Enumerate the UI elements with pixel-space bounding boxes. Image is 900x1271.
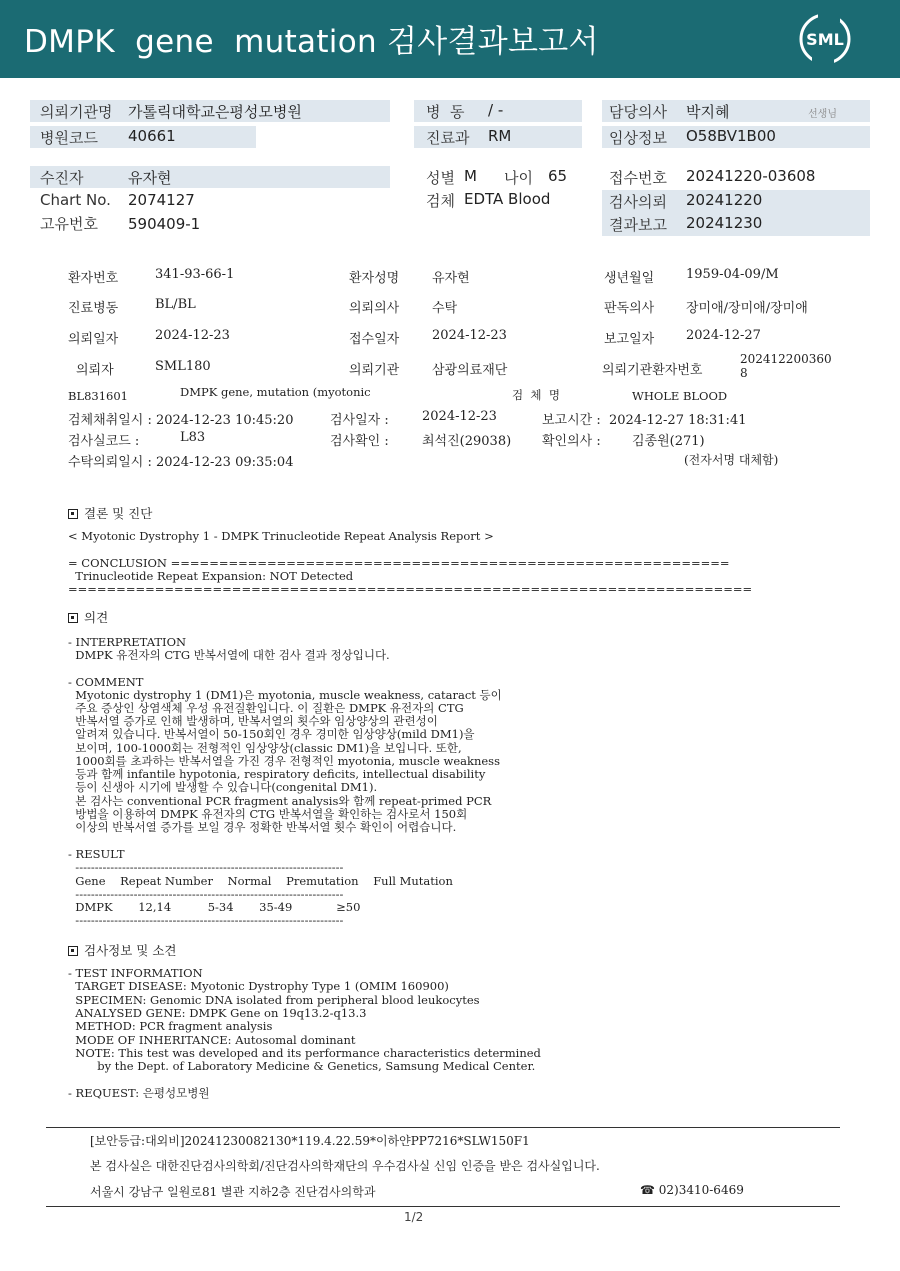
- ward-label: 병 동: [426, 103, 465, 121]
- specimen-value: EDTA Blood: [464, 190, 551, 208]
- info-label: 의뢰일자: [68, 332, 119, 347]
- info-label: 판독의사: [604, 301, 655, 316]
- info-label: 의뢰기관환자번호: [602, 363, 703, 378]
- info-value: 수탁: [432, 301, 458, 316]
- request-date-value: 20241220: [686, 191, 763, 209]
- testinfo-line: METHOD: PCR fragment analysis: [68, 1019, 273, 1033]
- confirm-doctor-value: 김종원(271): [632, 434, 705, 449]
- test-date-value: 2024-12-23: [422, 409, 497, 424]
- info-value: 341-93-66-1: [155, 267, 235, 282]
- testinfo-line: by the Dept. of Laboratory Medicine & Genetics, Samsung Medical Center.: [68, 1059, 536, 1073]
- patient-value: 유자현: [128, 169, 172, 187]
- report-title: DMPK gene mutation 검사결과보고서: [24, 24, 599, 60]
- interpretation-line: DMPK 유전자의 CTG 반복서열에 대한 검사 결과 정상입니다.: [68, 648, 390, 662]
- info-value: 장미애/장미애/장미애: [686, 301, 808, 316]
- phone-line: ☎ 02)3410-6469: [640, 1183, 744, 1197]
- collection-time: 검체채취일시 : 2024-12-23 10:45:20: [68, 413, 294, 428]
- report-header: [0, 0, 900, 78]
- comment-line: 본 검사는 conventional PCR fragment analysis와 함께 repeat-primed PCR: [68, 794, 492, 808]
- info-label: 보고일자: [604, 332, 655, 347]
- info-value: SML180: [155, 359, 211, 374]
- report-date-label: 결과보고: [609, 216, 667, 234]
- info-value: 202412200360: [740, 352, 832, 366]
- footer-divider-bottom: [46, 1206, 840, 1207]
- testinfo-line: NOTE: This test was developed and its performance characteristics determined: [68, 1046, 541, 1060]
- age-label: 나이: [504, 169, 533, 187]
- footer-divider-top: [46, 1127, 840, 1128]
- comment-line: 알려져 있습니다. 반복서열이 50-150회인 경우 경미한 임상양상(mild DM1)을: [68, 727, 475, 741]
- square-bullet-icon: [68, 613, 78, 623]
- reception-value: 20241220-03608: [686, 167, 816, 185]
- uid-value: 590409-1: [128, 215, 201, 233]
- lab-code-value: L83: [180, 430, 206, 445]
- opinion-heading: 의견: [68, 608, 108, 626]
- e-signature-note: (전자서명 대체함): [684, 453, 779, 467]
- chart-label: Chart No.: [40, 191, 111, 209]
- comment-line: 이상의 반복서열 증가를 보일 경우 정확한 반복서열 횟수 확인이 어렵습니다.: [68, 820, 457, 834]
- specimen-name-value: WHOLE BLOOD: [632, 389, 728, 403]
- interpretation-line: - INTERPRETATION: [68, 635, 187, 649]
- info-label: 의뢰의사: [349, 301, 400, 316]
- institution-label: 의뢰기관명: [40, 103, 113, 121]
- testinfo-line: TARGET DISEASE: Myotonic Dystrophy Type 1 (OMIM 160900): [68, 979, 449, 993]
- svg-text:SML: SML: [806, 30, 844, 49]
- testinfo-line: MODE OF INHERITANCE: Autosomal dominant: [68, 1033, 356, 1047]
- hospital-code-label: 병원코드: [40, 129, 98, 147]
- address-line: 서울시 강남구 일원로81 별관 지하2층 진단검사의학과: [90, 1185, 376, 1199]
- info-value-cont: 8: [740, 366, 748, 380]
- request-line: - REQUEST: 은평성모병원: [68, 1086, 210, 1100]
- chart-value: 2074127: [128, 191, 195, 209]
- result-line: ---------------------------------------------------------------------: [68, 860, 344, 874]
- comment-line: 방법을 이용하여 DMPK 유전자의 CTG 반복서열을 확인하는 검사로서 150회: [68, 807, 468, 821]
- specimen-label: 검체: [426, 192, 455, 210]
- clinical-label: 임상정보: [609, 129, 667, 147]
- report-time: 보고시간 : 2024-12-27 18:31:41: [542, 413, 747, 428]
- security-line: [보안등급:대외비]20241230082130*119.4.22.59*이하얀PP7216*SLW150F1: [90, 1134, 530, 1148]
- request-date-label: 검사의뢰: [609, 193, 667, 211]
- square-bullet-icon: [68, 509, 78, 519]
- info-label: 의뢰기관: [349, 363, 400, 378]
- info-value: 유자현: [432, 271, 470, 286]
- report-date-value: 20241230: [686, 214, 763, 232]
- test-code: BL831601: [68, 389, 128, 403]
- test-date-label: 검사일자 :: [330, 413, 389, 428]
- info-label: 환자번호: [68, 271, 119, 286]
- testinfo-line: - TEST INFORMATION: [68, 966, 203, 980]
- info-label: 접수일자: [349, 332, 400, 347]
- comment-line: Myotonic dystrophy 1 (DM1)은 myotonia, muscle weakness, cataract 등이: [68, 688, 502, 702]
- certification-line: 본 검사실은 대한진단검사의학회/진단검사의학재단의 우수검사실 신임 인증을 받은 검사실입니다.: [90, 1159, 600, 1173]
- report-title-line: < Myotonic Dystrophy 1 - DMPK Trinucleotide Repeat Analysis Report >: [68, 529, 494, 543]
- patient-label: 수진자: [40, 169, 84, 187]
- result-line: ---------------------------------------------------------------------: [68, 913, 344, 927]
- conclusion-line: Trinucleotide Repeat Expansion: NOT Detected: [68, 569, 354, 583]
- reception-label: 접수번호: [609, 169, 667, 187]
- page-number: 1/2: [404, 1210, 424, 1224]
- conclusion-line: =======================================================================: [68, 582, 753, 596]
- conclusion-line: = CONCLUSION ==========================================================: [68, 556, 730, 570]
- test-name: DMPK gene, mutation (myotonic: [180, 385, 371, 399]
- sex-value: M: [464, 167, 477, 185]
- comment-line: 반복서열 증가로 인해 발생하며, 반복서열의 횟수와 임상양상의 관련성이: [68, 714, 438, 728]
- confirm-doctor-label: 확인의사 :: [542, 434, 601, 449]
- info-value: 2024-12-27: [686, 328, 761, 343]
- age-value: 65: [548, 167, 568, 185]
- hospital-code-value: 40661: [128, 127, 176, 145]
- sex-label: 성별: [426, 169, 455, 187]
- info-label: 생년월일: [604, 271, 655, 286]
- result-line: DMPK 12,14 5-34 35-49 ≥50: [68, 900, 361, 914]
- result-line: Gene Repeat Number Normal Premutation Full Mutation: [68, 874, 453, 888]
- info-label: 진료병동: [68, 301, 119, 316]
- patient-row-bg: [30, 166, 390, 188]
- info-value: 2024-12-23: [432, 328, 507, 343]
- clinical-value: O58BV1B00: [686, 127, 776, 145]
- comment-line: 등이 신생아 시기에 발생할 수 있습니다(congenital DM1).: [68, 780, 378, 794]
- testinfo-line: SPECIMEN: Genomic DNA isolated from peripheral blood leukocytes: [68, 993, 480, 1007]
- dept-value: RM: [488, 127, 512, 145]
- uid-label: 고유번호: [40, 215, 98, 233]
- info-value: 2024-12-23: [155, 328, 230, 343]
- info-label: 환자성명: [349, 271, 400, 286]
- info-value: 삼광의료재단: [432, 363, 508, 378]
- specimen-name-label: 검 체 명: [512, 388, 560, 402]
- doctor-value: 박지혜: [686, 103, 730, 121]
- institution-value: 가톨릭대학교은평성모병원: [128, 103, 302, 121]
- comment-line: 1000회를 초과하는 반복서열을 가진 경우 전형적인 myotonia, muscle weakness: [68, 754, 500, 768]
- dept-label: 진료과: [426, 129, 470, 147]
- comment-line: 주요 증상인 상염색체 우성 유전질환입니다. 이 질환은 DMPK 유전자의 CTG: [68, 701, 464, 715]
- consign-time: 수탁의뢰일시 : 2024-12-23 09:35:04: [68, 455, 294, 470]
- doctor-suffix: 선생님: [808, 109, 837, 120]
- lab-code-label: 검사실코드 :: [68, 434, 140, 449]
- ward-value: / -: [488, 101, 504, 119]
- testinfo-heading: 검사정보 및 소견: [68, 941, 176, 959]
- info-value: BL/BL: [155, 297, 196, 312]
- comment-line: - COMMENT: [68, 675, 144, 689]
- conclusion-heading: 결론 및 진단: [68, 504, 152, 522]
- comment-line: 등과 함께 infantile hypotonia, respiratory deficits, intellectual disability: [68, 767, 486, 781]
- testinfo-line: ANALYSED GENE: DMPK Gene on 19q13.2-q13.3: [68, 1006, 367, 1020]
- info-label: 의뢰자: [76, 363, 114, 378]
- test-confirm-label: 검사확인 :: [330, 434, 389, 449]
- comment-line: 보이며, 100-1000회는 전형적인 임상양상(classic DM1)을 보입니다. 또한,: [68, 741, 462, 755]
- result-line: - RESULT: [68, 847, 125, 861]
- square-bullet-icon: [68, 946, 78, 956]
- info-value: 1959-04-09/M: [686, 267, 779, 282]
- doctor-label: 담당의사: [609, 103, 667, 121]
- test-confirm-value: 최석진(29038): [422, 434, 512, 449]
- sml-logo: [798, 12, 852, 66]
- result-line: ---------------------------------------------------------------------: [68, 887, 344, 901]
